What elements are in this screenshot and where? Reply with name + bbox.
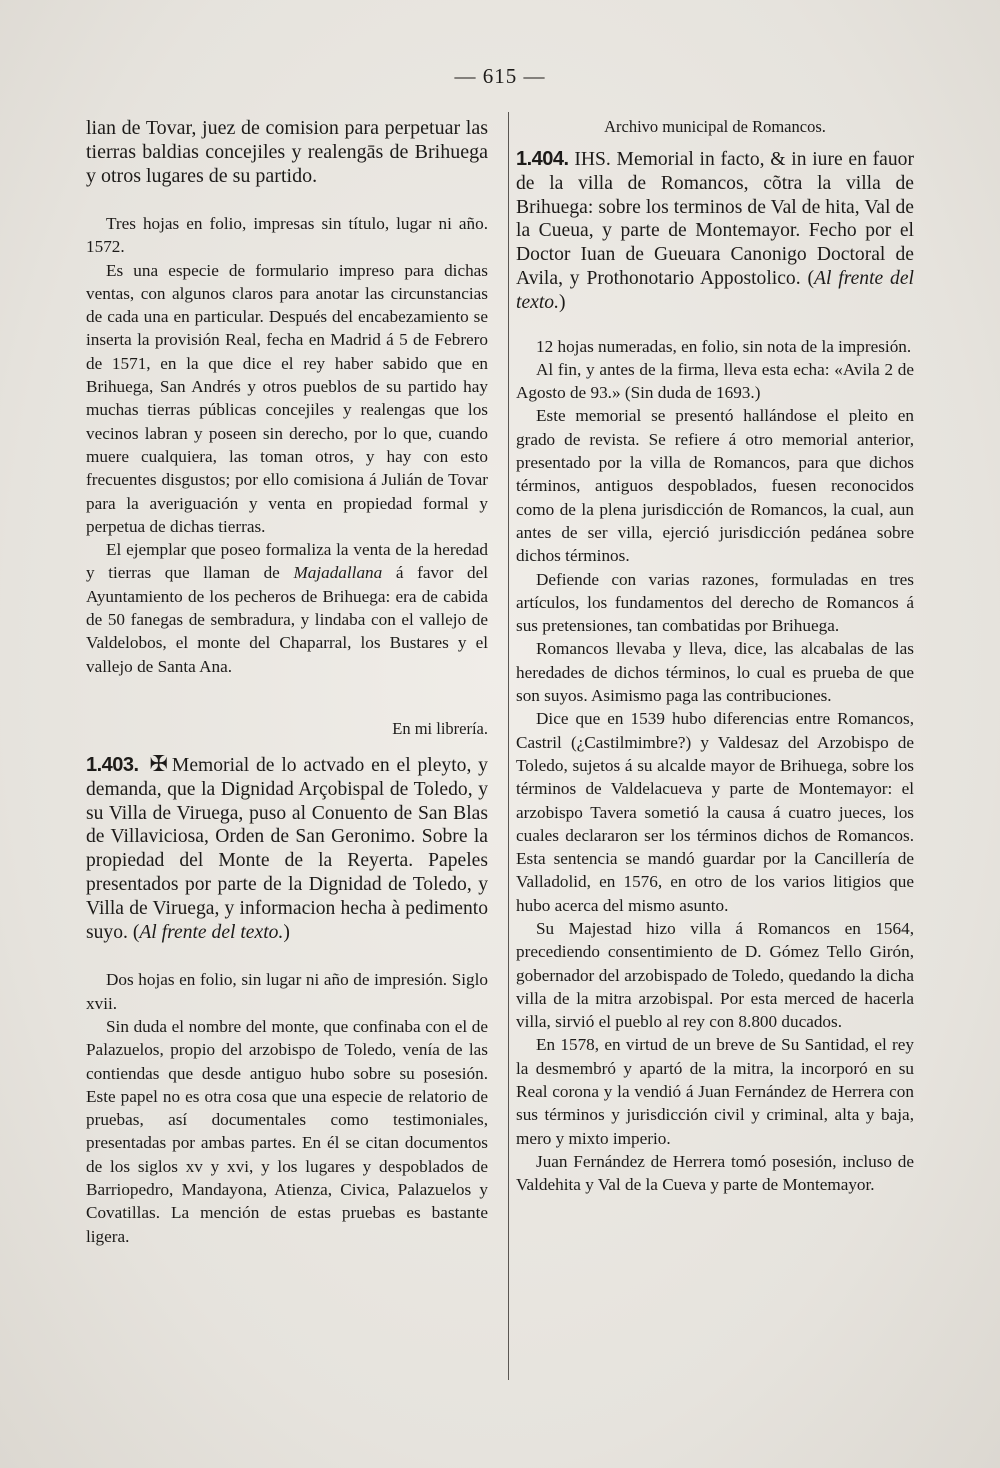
description-paragraph: Su Majestad hizo villa á Romancos en 1564, precediendo consentimiento de D. Gómez Tello Girón, gobernador del arzobispado de Toledo, quedando la dicha villa de la mitra arzobispal. Por esta merced de hacerla villa, sirvió el pueblo al rey con 8.800 ducados. bbox=[516, 919, 914, 1032]
description-paragraph: Dos hojas en folio, sin lugar ni año de impresión. Siglo xvii. bbox=[86, 970, 488, 1013]
cross-icon: ✠ bbox=[149, 750, 168, 776]
entry-number: 1.403. bbox=[86, 753, 139, 776]
description-paragraph: Sin duda el nombre del monte, que confinaba con el de Palazuelos, propio del arzobispo de Toledo, venía de las contiendas que desde antiguo hubo sobre su posesión. Este papel no es otra cosa que una especie de relatorio de pruebas, así documentales como testimoniales, presentadas por ambas partes. En él se citan documentos de los siglos xv y xvi, y los lugares y despoblados de Barriopedro, Mandayona, Atienza, Civica, Palazuelos y Covatillas. La mención de estas pruebas es bastante ligera. bbox=[86, 1016, 488, 1246]
entry-title: Memorial de lo actvado en el pleyto, y demanda, que la Dignidad Arçobispal de Toledo, y su Villa de Viruega, puso al Conuento de San Blas de Villaviciosa, Orden de San Geronimo. Sobre la propiedad del Monte de la Reyerta. Papeles presentados por parte de la Dignidad de Toledo, y Villa de Viruega, y informacion hecha à pedimento suyo. ( bbox=[86, 754, 488, 943]
entry-italic-note: Al frente del texto. bbox=[516, 267, 914, 313]
description-paragraph: Romancos llevaba y lleva, dice, las alcabalas de las heredades de dichos términos, lo cual es prueba de que son suyos. Asimismo paga las contribuciones. bbox=[516, 639, 914, 706]
continuation-paragraph: lian de Tovar, juez de comision para perpetuar las tierras baldias concejiles y realengās de Brihuega y otros lugares de su partido. bbox=[86, 117, 488, 187]
entry-italic-note: Al frente del texto. bbox=[139, 921, 284, 943]
text-run: El ejemplar que poseo formaliza la venta de la heredad y tierras que llaman de bbox=[86, 540, 488, 583]
page-number: — 615 — bbox=[454, 64, 546, 88]
right-column bbox=[516, 116, 914, 1197]
description-paragraph: Juan Fernández de Herrera tomó posesión, incluso de Valdehita y Val de la Cueva y parte de Montemayor. bbox=[516, 1151, 914, 1195]
description-paragraph: Este memorial se presentó hallándose el pleito en grado de revista. Se refiere á otro memorial anterior, presentado por la villa de Romancos, para que dichos términos, antiguos despoblados, fuesen reconocidos como de la plena jurisdicción de Romancos, la cual, aun antes de ser villa, ejerció jurisdicción pedánea sobre dichos términos. bbox=[516, 406, 914, 566]
description-paragraph bbox=[86, 538, 488, 678]
description-paragraph: Defiende con varias razones, formuladas en tres artículos, los fundamentos del derecho de Romancos á sus pretensiones, tan combatidas por Brihuega. bbox=[516, 569, 914, 636]
description-paragraph: Tres hojas en folio, impresas sin título, lugar ni año. 1572. bbox=[86, 214, 488, 257]
description-paragraph: 12 hojas numeradas, en folio, sin nota de la impresión. bbox=[536, 336, 912, 356]
catalog-entry-1404 bbox=[516, 148, 914, 315]
entry-number: 1.404. bbox=[516, 148, 569, 170]
description-paragraph: Es una especie de formulario impreso para dichas ventas, con algunos claros para anotar las circunstancias de cada una en particular. Después del encabezamiento se inserta la provisión Real, fecha en Madrid á 5 de Febrero de 1571, en la que dice el rey haber sabido que en Brihuega, San Andrés y otros pueblos de su partido hay muchas tierras públicas concejiles y realengas que los vecinos labran y poseen sin derecho, por lo que, cuando muere cualquiera, las toman otros, y hay con esto frecuentes disgustos; por ello comisiona á Julián de Tovar para la averiguación y venta en propiedad formal y perpetua de dichas tierras. bbox=[86, 260, 488, 536]
entry-close: ) bbox=[283, 921, 290, 943]
entry-title: IHS. Memorial in facto, & in iure en fauor de la villa de Romancos, cõtra la villa de Brihuega: sobre los terminos de Val de hita, Val de la Cueua, y parte de Montemayor. Fecho por el Doctor Iuan de Gueuara Canonigo Doctoral de Avila, y Prothonotario Appostolico. ( bbox=[516, 149, 914, 289]
left-column bbox=[86, 116, 488, 1248]
catalog-entry-1403 bbox=[86, 750, 488, 944]
entry-close: ) bbox=[558, 291, 566, 313]
italic-place-name: Majadallana bbox=[293, 563, 383, 583]
description-paragraph: Al fin, y antes de la firma, lleva esta echa: «Avila 2 de Agosto de 93.» (Sin duda de 1693.) bbox=[516, 359, 914, 403]
location-note: Archivo municipal de Romancos. bbox=[604, 117, 826, 136]
description-paragraph: En 1578, en virtud de un breve de Su Santidad, el rey la desmembró y apartó de la mitra, la incorporó en su Real corona y la vendió á Juan Fernández de Herrera con sus términos y jurisdicción civil y criminal, alta y baja, mero y mixto imperio. bbox=[516, 1035, 914, 1148]
text-run: á favor del Ayuntamiento de los pecheros de Brihuega: era de cabida de 50 fanegas de sembradura, y lindaba con el vallejo de Valdelobos, el monte del Chaparral, los Bustares y el vallejo de Santa Ana. bbox=[86, 563, 488, 676]
description-paragraph: Dice que en 1539 hubo diferencias entre Romancos, Castril (¿Castilmimbre?) y Valdesaz del Arzobispo de Toledo, sujetos á su alcalde mayor de Brihuega, sobre los términos de Valdelacueva y parte de Montemayor: el arzobispo Tavera sometió la causa á cuatro jueces, los cuales declararon ser los términos dichos de Romancos. Esta sentencia se mandó guardar por la Cancillería de Valladolid, en 1576, en otro de los varios litigios que hubo acerca del mismo asunto. bbox=[516, 709, 914, 915]
column-divider bbox=[508, 112, 509, 1380]
location-note: En mi librería. bbox=[392, 718, 488, 738]
